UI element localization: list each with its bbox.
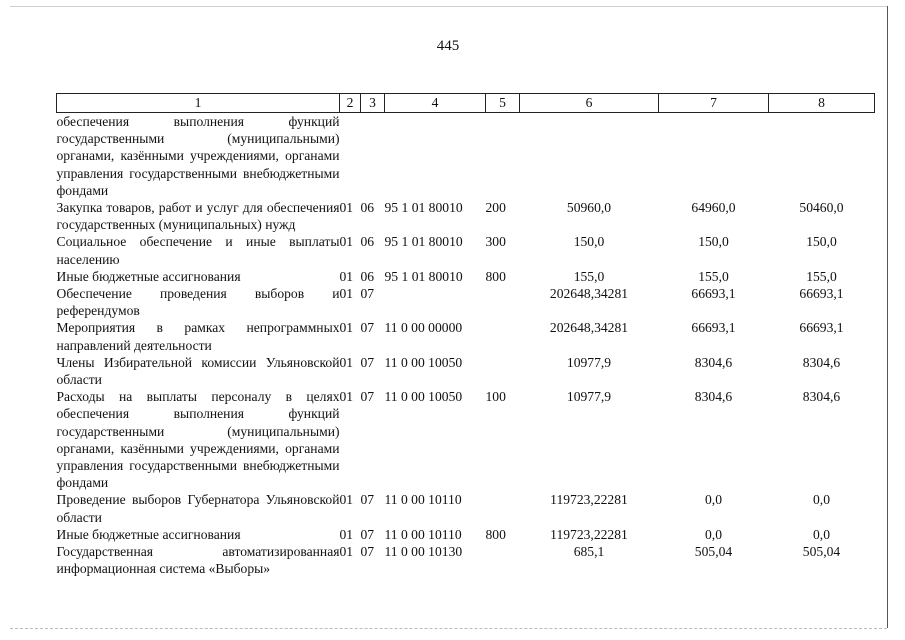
page-number: 445 xyxy=(436,38,460,54)
row-target-article: 95 1 01 80010 xyxy=(384,200,463,216)
row-amount-col6: 119723,22281 xyxy=(550,492,628,508)
row-expense-type xyxy=(486,491,520,525)
row-name: Проведение выборов Губернатора Ульяновской области xyxy=(56,492,340,525)
table-row xyxy=(57,285,875,319)
row-subsection-code: 07 xyxy=(360,354,375,370)
row-subsection-code: 07 xyxy=(360,492,375,508)
row-amount-col6: 202648,34281 xyxy=(549,320,629,336)
row-section-code: 01 xyxy=(339,286,354,302)
row-subsection-code: 07 xyxy=(360,544,375,560)
row-amount-col7: 155,0 xyxy=(698,268,729,284)
row-amount-col6: 50960,0 xyxy=(566,200,612,216)
row-target-article xyxy=(385,113,486,200)
page-right-edge xyxy=(887,6,888,628)
row-target-article: 95 1 01 80010 xyxy=(384,268,463,284)
row-amount-col6: 10977,9 xyxy=(566,354,612,370)
row-name: Расходы на выплаты персоналу в целях обеспечения выполнения функций государственными (муниципальными) органами, казёнными учреждениями, органами управления государственными внебюджетными фондами xyxy=(56,389,340,491)
row-amount-col8: 50460,0 xyxy=(799,200,844,216)
table-row xyxy=(57,319,875,353)
row-name: Иные бюджетные ассигнования xyxy=(56,268,241,284)
column-header-7: 7 xyxy=(659,94,769,113)
row-expense-type xyxy=(486,113,520,200)
column-header-6: 6 xyxy=(520,94,659,113)
table-row xyxy=(57,233,875,267)
row-amount-col7: 505,04 xyxy=(694,544,733,560)
row-amount-col6: 155,0 xyxy=(573,268,605,284)
row-target-article: 11 0 00 10050 xyxy=(384,354,463,370)
row-amount-col7: 150,0 xyxy=(698,234,729,250)
row-amount-col6: 150,0 xyxy=(573,234,605,250)
row-target-article: 11 0 00 10050 xyxy=(384,389,463,405)
budget-table xyxy=(56,93,875,577)
row-expense-type xyxy=(486,285,520,319)
row-target-article: 11 0 00 10110 xyxy=(384,526,462,542)
row-amount-col7: 0,0 xyxy=(705,492,722,508)
row-amount-col6: 10977,9 xyxy=(566,389,612,405)
row-target-article: 11 0 00 00000 xyxy=(384,320,463,336)
table-row xyxy=(57,113,875,200)
column-header-5: 5 xyxy=(486,94,520,113)
row-name: Иные бюджетные ассигнования xyxy=(56,526,241,542)
row-amount-col6: 685,1 xyxy=(573,544,605,560)
row-name: Обеспечение проведения выборов и референдумов xyxy=(56,286,340,319)
row-amount-col7: 64960,0 xyxy=(691,200,736,216)
row-name: обеспечения выполнения функций государственными (муниципальными) органами, казёнными учреждениями, органами управления государственными внебюджетными фондами xyxy=(56,114,340,198)
row-amount-col7 xyxy=(659,113,769,200)
row-subsection-code: 06 xyxy=(360,234,375,250)
row-expense-type: 300 xyxy=(485,234,506,250)
table-header xyxy=(57,94,875,113)
row-name: Государственная автоматизированная информационная система «Выборы» xyxy=(56,544,340,577)
row-amount-col6 xyxy=(520,113,659,200)
row-subsection-code: 06 xyxy=(360,200,375,216)
row-expense-type: 100 xyxy=(485,389,506,405)
row-amount-col8: 8304,6 xyxy=(802,354,841,370)
row-name: Члены Избирательной комиссии Ульяновской области xyxy=(56,354,340,388)
row-target-article xyxy=(385,285,486,319)
row-name: Закупка товаров, работ и услуг для обеспечения государственных (муниципальных) нужд xyxy=(56,200,340,233)
row-subsection-code: 07 xyxy=(360,320,375,336)
row-amount-col6: 202648,34281 xyxy=(549,286,629,302)
table-row xyxy=(57,388,875,491)
row-section-code xyxy=(340,113,361,200)
row-amount-col8: 66693,1 xyxy=(799,320,844,336)
row-section-code: 01 xyxy=(339,234,354,250)
page-bottom-edge xyxy=(10,628,887,629)
row-amount-col8: 155,0 xyxy=(806,268,837,284)
row-subsection-code: 07 xyxy=(360,526,375,542)
row-subsection-code: 06 xyxy=(360,268,375,284)
row-expense-type xyxy=(486,354,520,388)
row-section-code: 01 xyxy=(339,526,354,542)
row-amount-col8: 505,04 xyxy=(802,544,841,560)
row-section-code: 01 xyxy=(339,544,354,560)
row-subsection-code: 07 xyxy=(360,389,375,405)
row-target-article: 95 1 01 80010 xyxy=(384,234,463,250)
column-header-8: 8 xyxy=(769,94,875,113)
table-row xyxy=(57,491,875,525)
row-target-article: 11 0 00 10110 xyxy=(384,492,462,508)
row-expense-type xyxy=(486,319,520,353)
row-subsection-code xyxy=(361,113,385,200)
row-expense-type: 800 xyxy=(485,268,506,284)
column-header-3: 3 xyxy=(361,94,385,113)
row-section-code: 01 xyxy=(339,354,354,370)
row-amount-col8: 66693,1 xyxy=(799,286,844,302)
table-row xyxy=(57,354,875,388)
row-amount-col7: 8304,6 xyxy=(694,354,733,370)
row-expense-type: 200 xyxy=(485,200,506,216)
column-header-4: 4 xyxy=(385,94,486,113)
page-top-edge xyxy=(10,6,887,7)
table-row xyxy=(57,543,875,577)
row-amount-col8 xyxy=(769,113,875,200)
row-name: Мероприятия в рамках непрограммных направлений деятельности xyxy=(56,320,340,353)
row-section-code: 01 xyxy=(339,268,354,284)
table-body xyxy=(57,113,875,578)
row-target-article: 11 0 00 10130 xyxy=(384,544,463,560)
row-amount-col7: 8304,6 xyxy=(694,389,733,405)
column-header-2: 2 xyxy=(340,94,361,113)
table-row xyxy=(57,526,875,543)
row-section-code: 01 xyxy=(339,320,354,336)
row-name: Социальное обеспечение и иные выплаты населению xyxy=(56,234,340,267)
row-amount-col7: 0,0 xyxy=(705,526,722,542)
row-subsection-code: 07 xyxy=(360,286,375,302)
row-amount-col8: 8304,6 xyxy=(802,389,841,405)
row-section-code: 01 xyxy=(339,200,354,216)
row-amount-col8: 0,0 xyxy=(813,526,830,542)
row-expense-type xyxy=(486,543,520,577)
row-amount-col7: 66693,1 xyxy=(691,286,736,302)
row-amount-col8: 0,0 xyxy=(813,492,830,508)
row-expense-type: 800 xyxy=(485,526,506,542)
row-section-code: 01 xyxy=(339,492,354,508)
row-section-code: 01 xyxy=(339,389,354,405)
row-amount-col6: 119723,22281 xyxy=(550,526,628,542)
row-amount-col7: 66693,1 xyxy=(691,320,736,336)
table-row xyxy=(57,199,875,233)
row-amount-col8: 150,0 xyxy=(806,234,837,250)
table-row xyxy=(57,268,875,285)
column-header-1: 1 xyxy=(57,94,340,113)
